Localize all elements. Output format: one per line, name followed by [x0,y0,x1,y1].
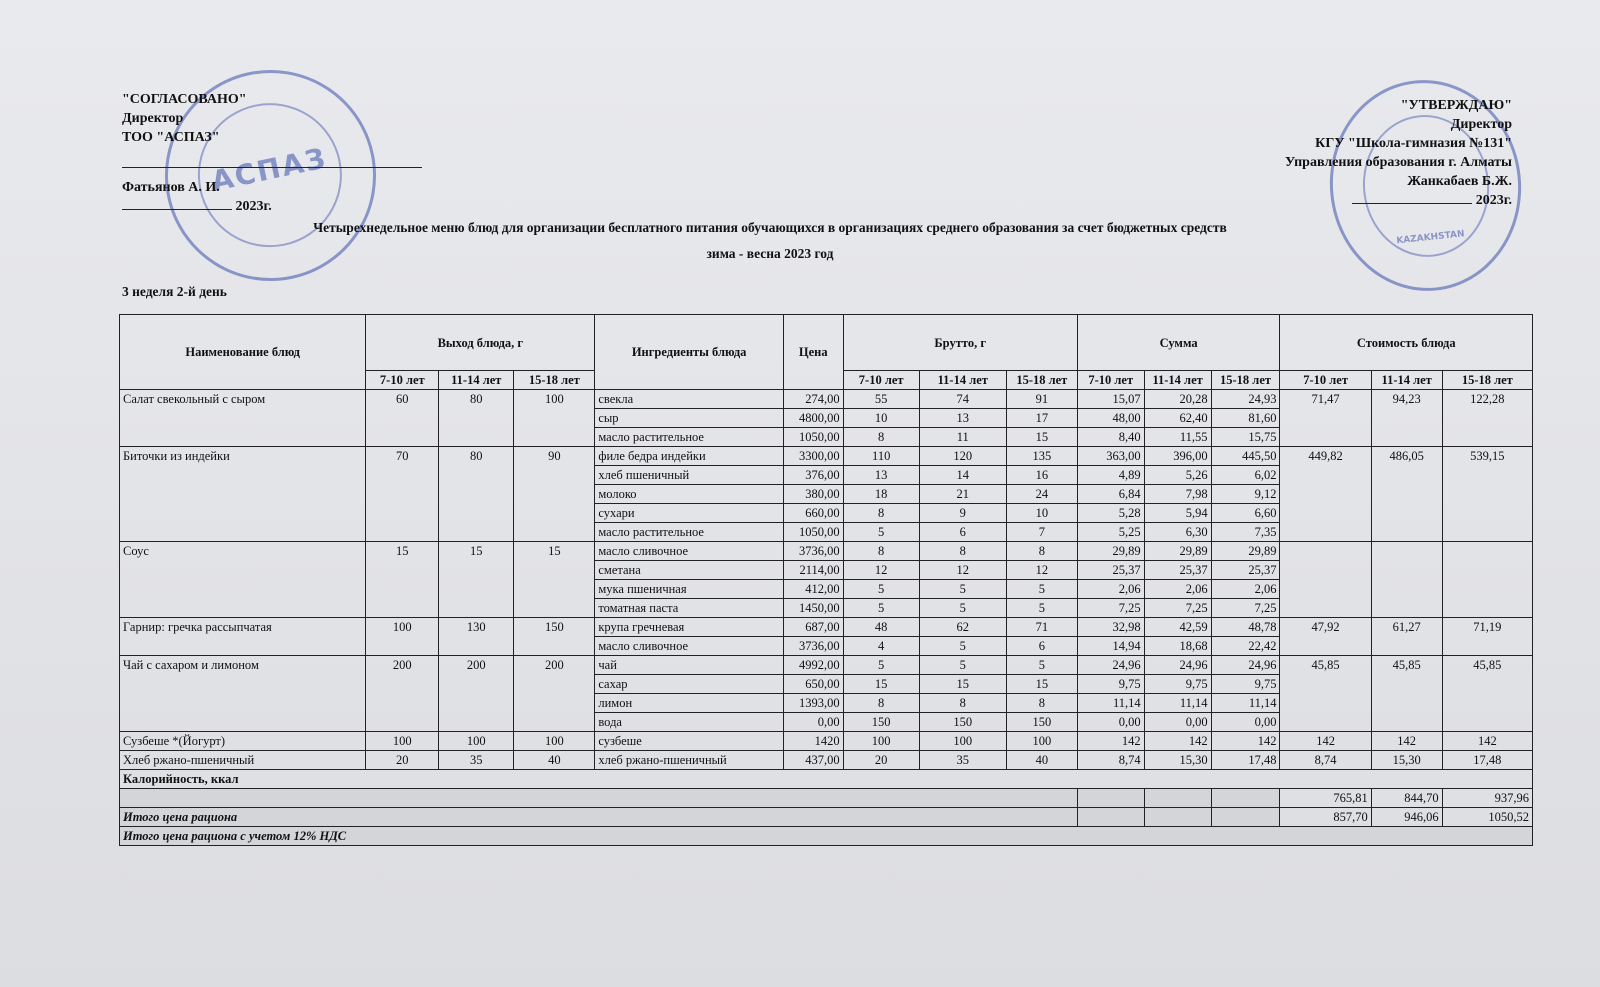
left-stamp-text: АСПАЗ [208,141,331,198]
ingredient-name: масло сливочное [595,542,784,561]
brutto-value: 15 [919,675,1006,694]
output-value: 130 [439,618,514,656]
ingredient-price: 1393,00 [783,694,843,713]
age-header: 15-18 лет [1211,371,1280,390]
age-header: 11-14 лет [1144,371,1211,390]
sum-value: 0,00 [1144,713,1211,732]
brutto-value: 5 [843,580,919,599]
dish-cost: 94,23 [1371,390,1442,447]
output-value: 70 [366,447,439,542]
sum-value: 22,42 [1211,637,1280,656]
age-header: 7-10 лет [1280,371,1371,390]
sum-value: 0,00 [1211,713,1280,732]
sum-value: 6,84 [1077,485,1144,504]
sum-value: 29,89 [1144,542,1211,561]
total-vat-value: 946,06 [1371,808,1442,827]
sum-value: 24,93 [1211,390,1280,409]
brutto-value: 100 [919,732,1006,751]
brutto-value: 21 [919,485,1006,504]
ingredient-price: 274,00 [783,390,843,409]
table-row [120,390,1533,409]
dish-name: Салат свекольный с сыром [120,390,366,447]
brutto-value: 10 [843,409,919,428]
right-stamp-text: KAZAKHSTAN [1395,229,1465,247]
col-price: Цена [783,315,843,390]
sum-value: 81,60 [1211,409,1280,428]
total-value: 844,70 [1371,789,1442,808]
sum-value: 48,00 [1077,409,1144,428]
brutto-value: 16 [1006,466,1077,485]
dish-name: Соус [120,542,366,618]
sum-value: 14,94 [1077,637,1144,656]
brutto-value: 24 [1006,485,1077,504]
brutto-value: 11 [919,428,1006,447]
sum-value: 5,28 [1077,504,1144,523]
dish-cost: 45,85 [1442,656,1532,732]
ingredient-name: свекла [595,390,784,409]
ingredient-price: 2114,00 [783,561,843,580]
age-header: 11-14 лет [439,371,514,390]
brutto-value: 5 [843,599,919,618]
brutto-value: 8 [843,542,919,561]
brutto-value: 5 [919,637,1006,656]
ingredient-price: 1420 [783,732,843,751]
dish-cost: 45,85 [1371,656,1442,732]
table-row [120,542,1533,561]
totals-empty-cell [1077,789,1144,808]
ingredient-name: сыр [595,409,784,428]
sum-value: 9,75 [1077,675,1144,694]
dish-cost: 539,15 [1442,447,1532,542]
sum-value: 142 [1144,732,1211,751]
approval-left-date [122,197,422,216]
ingredient-name: масло сливочное [595,637,784,656]
approval-left-position: Директор [122,111,184,126]
sum-value: 48,78 [1211,618,1280,637]
sum-value: 6,02 [1211,466,1280,485]
brutto-value: 6 [919,523,1006,542]
ingredient-price: 4992,00 [783,656,843,675]
approval-right-heading: "УТВЕРЖДАЮ" [1400,98,1512,113]
brutto-value: 8 [843,694,919,713]
output-value: 100 [514,390,595,447]
brutto-value: 13 [843,466,919,485]
sum-value: 24,96 [1077,656,1144,675]
brutto-value: 13 [919,409,1006,428]
sum-value: 445,50 [1211,447,1280,466]
approval-left-year: 2023г. [235,199,272,214]
brutto-value: 5 [919,656,1006,675]
brutto-value: 15 [1006,675,1077,694]
ingredient-price: 1050,00 [783,523,843,542]
ingredient-name: масло растительное [595,428,784,447]
sum-value: 7,25 [1144,599,1211,618]
dish-cost: 71,19 [1442,618,1532,656]
table-row [120,618,1533,637]
brutto-value: 6 [1006,637,1077,656]
sum-value: 32,98 [1077,618,1144,637]
brutto-value: 135 [1006,447,1077,466]
sum-value: 2,06 [1077,580,1144,599]
totals-empty-cell [1077,808,1144,827]
approval-left-org: ТОО "АСПАЗ" [122,130,220,145]
dish-cost: 486,05 [1371,447,1442,542]
dish-cost: 47,92 [1280,618,1371,656]
sum-value: 18,68 [1144,637,1211,656]
brutto-value: 5 [919,599,1006,618]
output-value: 80 [439,390,514,447]
brutto-value: 8 [919,542,1006,561]
menu-table [119,314,1533,846]
approval-right-position: Директор [1450,117,1512,132]
table-row [120,447,1533,466]
brutto-value: 8 [1006,694,1077,713]
sum-value: 4,89 [1077,466,1144,485]
output-value: 100 [439,732,514,751]
brutto-value: 7 [1006,523,1077,542]
approval-right-org: КГУ "Школа-гимназия №131" [1315,136,1512,151]
ingredient-name: мука пшеничная [595,580,784,599]
approval-left [122,90,422,216]
brutto-value: 5 [1006,580,1077,599]
dish-name: Чай с сахаром и лимоном [120,656,366,732]
col-output: Выход блюда, г [366,315,595,371]
output-value: 40 [514,751,595,770]
ingredient-price: 660,00 [783,504,843,523]
ingredient-name: хлеб пшеничный [595,466,784,485]
brutto-value: 100 [1006,732,1077,751]
brutto-value: 12 [919,561,1006,580]
ingredient-price: 412,00 [783,580,843,599]
brutto-value: 20 [843,751,919,770]
sum-value: 7,25 [1077,599,1144,618]
output-value: 35 [439,751,514,770]
brutto-value: 100 [843,732,919,751]
approval-left-signer: Фатьянов А. И. [122,180,220,195]
table-head [120,315,1533,390]
sum-value: 6,60 [1211,504,1280,523]
ingredient-price: 380,00 [783,485,843,504]
ingredient-name: молоко [595,485,784,504]
output-value: 100 [514,732,595,751]
age-header: 11-14 лет [919,371,1006,390]
sum-value: 5,94 [1144,504,1211,523]
sum-value: 0,00 [1077,713,1144,732]
output-value: 15 [439,542,514,618]
output-value: 90 [514,447,595,542]
brutto-value: 74 [919,390,1006,409]
approval-right-date [1285,191,1512,210]
brutto-value: 5 [1006,599,1077,618]
brutto-value: 62 [919,618,1006,637]
age-header: 15-18 лет [1442,371,1532,390]
sum-value: 8,74 [1077,751,1144,770]
brutto-value: 71 [1006,618,1077,637]
age-header: 7-10 лет [843,371,919,390]
col-sum: Сумма [1077,315,1280,371]
total-vat-label: Итого цена рациона с учетом 12% НДС [120,827,1533,846]
brutto-value: 8 [843,428,919,447]
sum-value: 11,55 [1144,428,1211,447]
age-header: 15-18 лет [514,371,595,390]
ingredient-name: вода [595,713,784,732]
ingredient-price: 650,00 [783,675,843,694]
sum-value: 11,14 [1144,694,1211,713]
output-value: 15 [514,542,595,618]
ingredient-price: 3736,00 [783,542,843,561]
week-label: 3 неделя 2-й день [122,284,227,299]
sum-value: 7,25 [1211,599,1280,618]
output-value: 20 [366,751,439,770]
sum-value: 24,96 [1144,656,1211,675]
total-vat-value: 1050,52 [1442,808,1532,827]
table-body [120,390,1533,770]
dish-cost [1371,542,1442,618]
dish-cost: 142 [1371,732,1442,751]
table-foot [120,770,1533,846]
brutto-value: 8 [1006,542,1077,561]
table-row [120,656,1533,675]
output-value: 150 [514,618,595,656]
age-header: 7-10 лет [1077,371,1144,390]
sum-value: 5,25 [1077,523,1144,542]
sum-value: 396,00 [1144,447,1211,466]
age-header: 15-18 лет [1006,371,1077,390]
sum-value: 17,48 [1211,751,1280,770]
ingredient-name: сахар [595,675,784,694]
dish-cost [1280,542,1371,618]
sum-value: 7,35 [1211,523,1280,542]
brutto-value: 5 [843,523,919,542]
age-header: 11-14 лет [1371,371,1442,390]
totals-empty-cell [1144,808,1211,827]
brutto-value: 5 [843,656,919,675]
sum-value: 8,40 [1077,428,1144,447]
sum-value: 25,37 [1211,561,1280,580]
age-header: 7-10 лет [366,371,439,390]
dish-name: Биточки из индейки [120,447,366,542]
dish-name: Хлеб ржано-пшеничный [120,751,366,770]
approval-right-dept: Управления образования г. Алматы [1284,155,1512,170]
table-row [120,732,1533,751]
sum-value: 9,12 [1211,485,1280,504]
brutto-value: 55 [843,390,919,409]
output-value: 100 [366,732,439,751]
sum-value: 20,28 [1144,390,1211,409]
sum-value: 9,75 [1211,675,1280,694]
output-value: 200 [514,656,595,732]
dish-cost: 142 [1442,732,1532,751]
col-ingredients: Ингредиенты блюда [595,315,784,390]
brutto-value: 8 [919,694,1006,713]
ingredient-price: 0,00 [783,713,843,732]
brutto-value: 4 [843,637,919,656]
output-value: 80 [439,447,514,542]
col-dish: Наименование блюд [120,315,366,390]
sum-value: 11,14 [1211,694,1280,713]
totals-empty-cell [1211,808,1280,827]
output-value: 100 [366,618,439,656]
approval-right-signer: Жанкабаев Б.Ж. [1407,174,1512,189]
dish-cost: 122,28 [1442,390,1532,447]
totals-empty-cell [1211,789,1280,808]
sum-value: 6,30 [1144,523,1211,542]
sum-value: 15,75 [1211,428,1280,447]
brutto-value: 10 [1006,504,1077,523]
brutto-value: 40 [1006,751,1077,770]
ingredient-price: 3300,00 [783,447,843,466]
sum-value: 2,06 [1144,580,1211,599]
sum-value: 29,89 [1211,542,1280,561]
ingredient-price: 687,00 [783,618,843,637]
table-row [120,751,1533,770]
brutto-value: 110 [843,447,919,466]
sum-value: 363,00 [1077,447,1144,466]
dish-name: Гарнир: гречка рассыпчатая [120,618,366,656]
approval-right-year: 2023г. [1475,193,1512,208]
dish-cost: 8,74 [1280,751,1371,770]
brutto-value: 150 [843,713,919,732]
output-value: 200 [366,656,439,732]
col-cost: Стоимость блюда [1280,315,1533,371]
col-brutto: Брутто, г [843,315,1077,371]
ingredient-name: чай [595,656,784,675]
ingredient-name: сузбеше [595,732,784,751]
brutto-value: 18 [843,485,919,504]
ingredient-price: 4800,00 [783,409,843,428]
total-value: 937,96 [1442,789,1532,808]
sum-value: 24,96 [1211,656,1280,675]
totals-spacer [120,789,1078,808]
brutto-value: 91 [1006,390,1077,409]
brutto-value: 120 [919,447,1006,466]
dish-cost [1442,542,1532,618]
dish-cost: 17,48 [1442,751,1532,770]
sum-value: 2,06 [1211,580,1280,599]
sum-value: 15,07 [1077,390,1144,409]
ingredient-name: филе бедра индейки [595,447,784,466]
dish-cost: 61,27 [1371,618,1442,656]
ingredient-name: сухари [595,504,784,523]
approval-right [1285,96,1512,210]
calories-label: Калорийность, ккал [120,770,1533,789]
signature-line [122,147,422,168]
sum-value: 42,59 [1144,618,1211,637]
brutto-value: 14 [919,466,1006,485]
output-value: 15 [366,542,439,618]
ingredient-price: 1450,00 [783,599,843,618]
sum-value: 25,37 [1144,561,1211,580]
dish-cost: 142 [1280,732,1371,751]
total-vat-value: 857,70 [1280,808,1371,827]
brutto-value: 150 [1006,713,1077,732]
brutto-value: 15 [1006,428,1077,447]
brutto-value: 15 [843,675,919,694]
sum-value: 9,75 [1144,675,1211,694]
sum-value: 29,89 [1077,542,1144,561]
brutto-value: 48 [843,618,919,637]
sum-value: 142 [1077,732,1144,751]
dish-name: Сузбеше *(Йогурт) [120,732,366,751]
page-subtitle: зима - весна 2023 год [706,246,834,261]
ingredient-price: 437,00 [783,751,843,770]
brutto-value: 35 [919,751,1006,770]
sum-value: 142 [1211,732,1280,751]
sum-value: 15,30 [1144,751,1211,770]
ingredient-name: томатная паста [595,599,784,618]
ingredient-name: лимон [595,694,784,713]
output-value: 60 [366,390,439,447]
brutto-value: 150 [919,713,1006,732]
totals-empty-cell [1144,789,1211,808]
total-value: 765,81 [1280,789,1371,808]
ingredient-price: 376,00 [783,466,843,485]
ingredient-name: сметана [595,561,784,580]
ingredient-name: масло растительное [595,523,784,542]
ingredient-name: крупа гречневая [595,618,784,637]
sum-value: 7,98 [1144,485,1211,504]
brutto-value: 5 [1006,656,1077,675]
brutto-value: 12 [843,561,919,580]
dish-cost: 71,47 [1280,390,1371,447]
dish-cost: 15,30 [1371,751,1442,770]
brutto-value: 5 [919,580,1006,599]
sum-value: 5,26 [1144,466,1211,485]
ingredient-price: 3736,00 [783,637,843,656]
dish-cost: 45,85 [1280,656,1371,732]
brutto-value: 9 [919,504,1006,523]
dish-cost: 449,82 [1280,447,1371,542]
ingredient-name: хлеб ржано-пшеничный [595,751,784,770]
total-label: Итого цена рациона [120,808,1078,827]
sum-value: 62,40 [1144,409,1211,428]
brutto-value: 12 [1006,561,1077,580]
page-title: Четырехнедельное меню блюд для организации бесплатного питания обучающихся в организациях среднего образования за счет бюджетных средств [313,220,1227,235]
ingredient-price: 1050,00 [783,428,843,447]
sum-value: 25,37 [1077,561,1144,580]
output-value: 200 [439,656,514,732]
sum-value: 11,14 [1077,694,1144,713]
brutto-value: 17 [1006,409,1077,428]
brutto-value: 8 [843,504,919,523]
approval-left-heading: "СОГЛАСОВАНО" [122,92,247,107]
